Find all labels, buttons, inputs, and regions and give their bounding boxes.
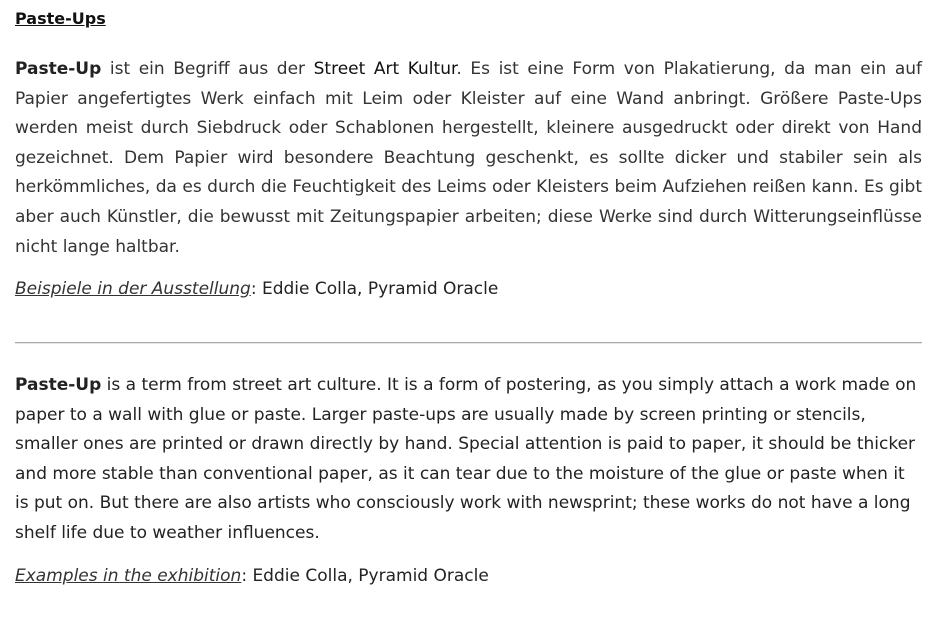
english-examples — [15, 566, 489, 586]
german-examples-label: Beispiele in der Ausstellung — [15, 279, 251, 299]
page-title: Paste-Ups — [15, 9, 106, 28]
english-paragraph — [15, 371, 922, 549]
german-lead-term: Paste-Up — [15, 59, 102, 79]
english-lead-term: Paste-Up — [15, 375, 102, 395]
street-art-reference: Street Art Kultur — [313, 59, 457, 79]
english-examples-value: : Eddie Colla, Pyramid Oracle — [241, 566, 489, 586]
english-examples-label: Examples in the exhibition — [15, 566, 242, 586]
german-text-part-1: ist ein Begriff aus der — [101, 59, 314, 79]
german-paragraph — [15, 55, 922, 262]
english-text: is a term from street art culture. It is a form of postering, as you simply attach a work made on paper to a wall with glue or paste. Larger paste-ups are usually made by screen printing or stencils, smaller ones are printed or drawn directly by hand. Special attention is paid to paper, it should be thicker and more stable than conventional paper, as it can tear due to the moisture of the glue or paste when it is put on. But there are also artists who consciously work with newsprint; these works do not have a long shelf life due to weather influences. — [15, 375, 917, 543]
german-examples-value: : Eddie Colla, Pyramid Oracle — [250, 279, 499, 299]
german-text-part-2: . Es ist eine Form von Plakatierung, da man ein auf Papier angefertigtes Werk einfach mit Leim oder Kleister auf eine Wand anbringt. Größere Paste-Ups werden meist durch Siebdruck oder Schablonen hergestellt, kleinere ausgedruckt oder direkt von Hand gezeichnet. Dem Papier wird besondere Beachtung geschenkt, es sollte dicker und stabiler sein als herkömmliches, da es durch die Feuchtigkeit des Leims oder Kleisters beim Aufziehen reißen kann. Es gibt aber auch Künstler, die bewusst mit Zeitungspapier arbeiten; diese Werke sind durch Witterungseinflüsse nicht lange haltbar. — [15, 59, 922, 257]
german-examples — [15, 279, 498, 299]
section-divider — [15, 342, 922, 344]
